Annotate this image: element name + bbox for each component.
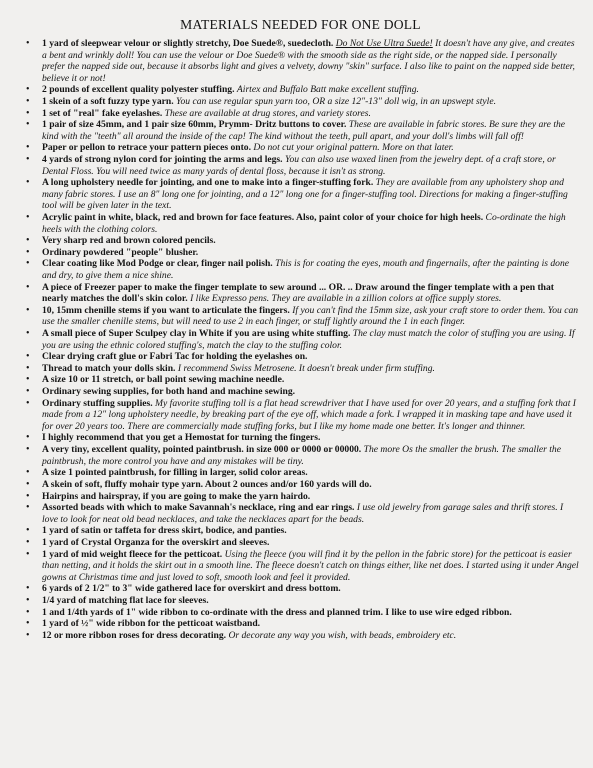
- item-text: Acrylic paint in white, black, red and brown for face features. Also, paint color of your choice for high heels.: [42, 211, 484, 223]
- list-item: [20, 258, 581, 281]
- list-item: [20, 363, 581, 375]
- list-item: [20, 119, 581, 142]
- list-item: [20, 525, 581, 537]
- list-item: [20, 235, 581, 247]
- item-text: 2 pounds of excellent quality polyester stuffing.: [42, 84, 235, 96]
- list-item: [20, 142, 581, 154]
- list-item: [20, 374, 581, 386]
- list-item: [20, 38, 581, 84]
- item-text: A size 10 or 11 stretch, or ball point sewing machine needle.: [42, 374, 285, 386]
- list-item: [20, 595, 581, 607]
- list-item: [20, 84, 581, 96]
- item-text: A size 1 pointed paintbrush, for filling in larger, solid color areas.: [42, 467, 308, 479]
- list-item: [20, 607, 581, 619]
- item-note: The clay must match the color of stuffing you are using. If you are using the ethnic colored stuffing's, match the clay to the stuffing color.: [42, 327, 575, 351]
- list-item: [20, 351, 581, 363]
- item-note: They are available from any upholstery shop and many fabric stores. I use an 8" long one for jointing, and a 12" long one for a finger-stuffing tool. Directions for making a finger-stuffing tool will be given later in the text.: [42, 177, 568, 212]
- list-item: [20, 282, 581, 305]
- item-text: 1 yard of ½" wide ribbon for the petticoat waistband.: [42, 618, 261, 630]
- list-item: [20, 479, 581, 491]
- item-text: A long upholstery needle for jointing, and one to make into a finger-stuffing fork.: [42, 177, 374, 189]
- item-text: Clear coating like Mod Podge or clear, finger nail polish.: [42, 258, 273, 270]
- list-item: [20, 502, 581, 525]
- item-note: Co-ordinate the high heels with the clothing colors.: [42, 211, 566, 235]
- item-note: It doesn't have any give, and creates a bent and wrinkly doll! You can use the velour or Doe Suede® with the smooth side as the right side, or the napped side. I personally prefer the napped side out, because it absorbs light and gives a velvety, downy "skin" surface. I also like to paint on the napped side better, believe it or not!: [42, 38, 575, 84]
- page-title: MATERIALS NEEDED FOR ONE DOLL: [180, 17, 421, 32]
- item-note: These are available in fabric stores. Be sure they are the kind with the "teeth" all around the inside of the cap! The kind without the teeth, pull apart, and your doll's limbs will fall off!: [42, 119, 566, 142]
- item-text: 12 or more ribbon roses for dress decorating.: [42, 629, 227, 641]
- item-text: A piece of Freezer paper to make the finger template to sew around ... OR. .. Draw around the finger template with a pen that nearly matches the doll's skin color.: [42, 281, 554, 305]
- item-text: A small piece of Super Sculpey clay in White if you are using white stuffing.: [42, 327, 351, 339]
- item-note: I like Expresso pens. They are available in a zillion colors at office supply stores.: [190, 293, 502, 305]
- item-text: 6 yards of 2 1/2" to 3" wide gathered lace for overskirt and dress bottom.: [42, 583, 341, 595]
- item-text: Ordinary sewing supplies, for both hand and machine sewing.: [42, 386, 296, 398]
- item-text: 1 set of "real" fake eyelashes.: [42, 107, 163, 119]
- item-note: Do not cut your original pattern. More on that later.: [253, 142, 454, 154]
- item-note: The more Os the smaller the brush. The smaller the paintbrush, the more control you have and any mistakes will be tiny.: [42, 444, 561, 467]
- item-text: Hairpins and hairspray, if you are going to make the yarn hairdo.: [42, 490, 311, 502]
- list-item: [20, 154, 581, 177]
- item-text: 1 yard of sleepwear velour or slightly stretchy, Doe Suede®, suedecloth.: [42, 38, 334, 49]
- item-text: Thread to match your dolls skin.: [42, 362, 176, 374]
- item-text: Clear drying craft glue or Fabri Tac for holding the eyelashes on.: [42, 351, 308, 363]
- list-item: [20, 432, 581, 444]
- list-item: [20, 583, 581, 595]
- item-note: If you can't find the 15mm size, ask your craft store to order them. You can use the smaller chenille stems, but will need to use 2 in each finger, or stuff lightly around the 1 in each finger.: [42, 304, 579, 328]
- item-text: 1 yard of satin or taffeta for dress skirt, bodice, and panties.: [42, 525, 287, 537]
- item-text: 1 skein of a soft fuzzy type yarn.: [42, 95, 174, 107]
- item-note: I recommend Swiss Metrosene. It doesn't break under firm stuffing.: [177, 362, 435, 374]
- item-text: Ordinary powdered "people" blusher.: [42, 246, 199, 258]
- list-item: [20, 630, 581, 642]
- list-item: [20, 108, 581, 120]
- item-text: 1 pair of size 45mm, and 1 pair size 60mm, Prymm- Dritz buttons to cover.: [42, 119, 347, 131]
- list-item: [20, 328, 581, 351]
- item-note: This is for coating the eyes, mouth and fingernails, after the painting is done and dry, to give them a nice shine.: [42, 258, 570, 281]
- item-note: Using the fleece (you will find it by the pellon in the fabric store) for the petticoat is easier than netting, and it holds the skirt out in a smooth line. The fleece doesn't catch on things either, like net does. I started using it under Angel gowns at Christmas time and just loved to soft, smooth look and feel it provided.: [42, 548, 579, 583]
- item-text: 1/4 yard of matching flat lace for sleeves.: [42, 595, 209, 607]
- list-item: [20, 444, 581, 467]
- item-text: A very tiny, excellent quality, pointed paintbrush. in size 000 or 0000 or 00000.: [42, 444, 362, 456]
- item-note: You can use regular spun yarn too, OR a size 12"-13" doll wig, in an upswept style.: [176, 95, 496, 107]
- list-item: [20, 212, 581, 235]
- item-note: Airtex and Buffalo Batt make excellent stuffing.: [236, 84, 419, 96]
- item-text: Very sharp red and brown colored pencils.: [42, 235, 216, 247]
- list-item: [20, 247, 581, 259]
- list-item: [20, 537, 581, 549]
- list-item: [20, 467, 581, 479]
- item-text: 1 and 1/4th yards of 1" wide ribbon to co-ordinate with the dress and planned trim. I like to use wire edged ribbon.: [42, 606, 512, 618]
- item-text: I highly recommend that you get a Hemostat for turning the fingers.: [42, 432, 321, 444]
- item-warning: Do Not Use Ultra Suede!: [335, 38, 433, 49]
- materials-list: [20, 38, 581, 642]
- list-item: [20, 177, 581, 212]
- item-note: Or decorate any way you wish, with beads, embroidery etc.: [228, 629, 457, 641]
- list-item: [20, 491, 581, 503]
- item-text: Assorted beads with which to make Savannah's necklace, ring and ear rings.: [42, 502, 355, 514]
- item-note: These are available at drug stores, and variety stores.: [164, 107, 371, 119]
- item-note: You can also use waxed linen from the jewelry dept. of a craft store, or Dental Floss. You will need twice as many yards of dental floss, because it isn't as strong.: [42, 154, 556, 177]
- list-item: [20, 618, 581, 630]
- item-text: 1 yard of Crystal Organza for the overskirt and sleeves.: [42, 537, 270, 549]
- list-item: [20, 305, 581, 328]
- item-text: 1 yard of mid weight fleece for the petticoat.: [42, 548, 223, 560]
- list-item: [20, 96, 581, 108]
- item-text: Paper or pellon to retrace your pattern pieces onto.: [42, 142, 251, 154]
- list-item: [20, 549, 581, 584]
- item-text: 4 yards of strong nylon cord for jointing the arms and legs.: [42, 154, 283, 166]
- item-text: 10, 15mm chenille stems if you want to articulate the fingers.: [42, 304, 290, 316]
- list-item: [20, 398, 581, 433]
- item-text: A skein of soft, fluffy mohair type yarn. About 2 ounces and/or 160 yards will do.: [42, 478, 372, 490]
- item-text: Ordinary stuffing supplies.: [42, 397, 153, 409]
- item-note: I use old jewelry from garage sales and thrift stores. I love to look for neat old bead necklaces, and take the necklaces apart for the beads.: [42, 502, 564, 525]
- item-note: My favorite stuffing toll is a flat head screwdriver that I have used for over 20 years, and a stuffing fork that I made from a 12" long upholstery needle, by breaking part of the eye off, which made a fork. I wrapped it in masking tape and have used it for over 20 years too. There are commercially made stuffing forks, but I like my home made one better. It's longer and thinner.: [42, 397, 576, 432]
- list-item: [20, 386, 581, 398]
